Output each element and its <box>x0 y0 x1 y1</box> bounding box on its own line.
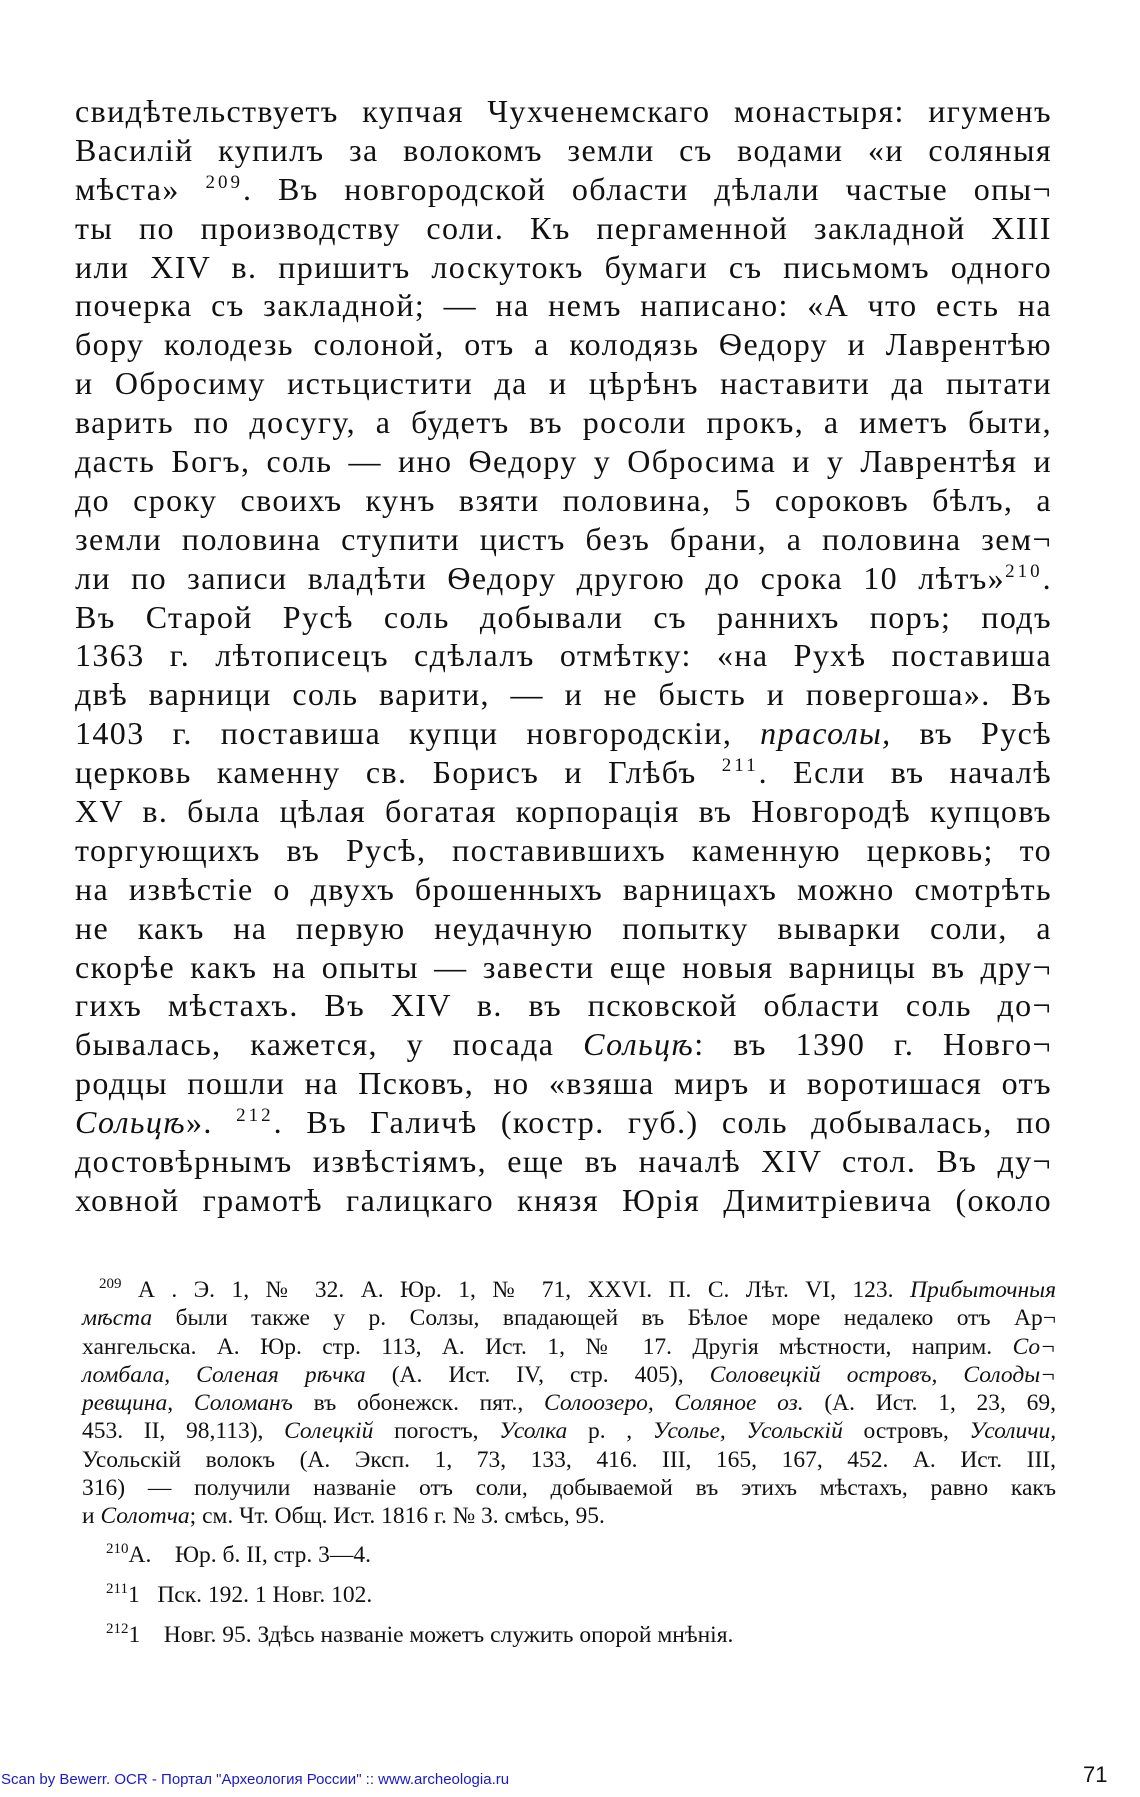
footnote-211 <box>82 1581 1056 1609</box>
footnote-number: 212 <box>106 1621 129 1638</box>
text-line: 1403 г. поставиша купци новгородскіи, прасолы, въ Русѣ <box>75 715 1052 752</box>
text-line: на извѣстіе о двухъ брошенныхъ варницахъ можно смотрѣть <box>75 870 1052 907</box>
text-line: и Обросиму истьцистити да и цѣрѣнъ наставити да пытати <box>75 365 1052 402</box>
text-line: дасть Богъ, соль — ино Ѳедору у Обросима и у Лаврентѣя и <box>75 443 1052 480</box>
text-line: ты по производству соли. Къ пергаменной закладной XIII <box>75 209 1052 246</box>
text-line: до сроку своихъ кунъ взяти половина, 5 сороковъ бѣлъ, а <box>75 481 1052 518</box>
footnote-209 <box>82 1276 1056 1531</box>
text-line: почерка съ закладной; — на немъ написано: «А что есть на <box>75 287 1052 324</box>
text-line: торгующихъ въ Русѣ, поставившихъ каменную церковь; то <box>75 831 1052 868</box>
scan-credit-link[interactable]: Scan by Bewerr. OCR - Портал "Археология России" :: www.archeologia.ru <box>1 1771 510 1788</box>
text-line: родцы пошли на Псковъ, но «взяша миръ и воротишася отъ <box>75 1065 1052 1102</box>
footnote-line: 316) — получили названіе отъ соли, добываемой въ этихъ мѣстахъ, равно какъ <box>82 1475 1056 1502</box>
footnote-line: $^{210}$А. Юр. б. II, стр. 3—4. <box>106 1540 371 1568</box>
footnote-212 <box>82 1621 1056 1649</box>
footnote-line: $^{211}$1 Пск. 192. 1 Новг. 102. <box>106 1580 373 1608</box>
text-line: ховной грамотѣ галицкаго князя Юрія Димитріевича (около <box>75 1181 1052 1218</box>
text-line: скорѣе какъ на опыты — завести еще новыя варницы въ дру¬ <box>75 948 1052 985</box>
footnote-ref-210[interactable]: 210 <box>1005 560 1043 582</box>
footnote-number: 209 <box>99 1276 122 1292</box>
footnote-line: и Солотча; см. Чт. Общ. Ист. 1816 г. № 3. смѣсь, 95. <box>82 1503 605 1530</box>
page-number: 71 <box>1083 1762 1108 1787</box>
footnote-line: $^{212}$1 Новг. 95. Здѣсь названіе можетъ служить опорой мнѣнія. <box>106 1621 734 1649</box>
text-line: XV в. была цѣлая богатая корпорація въ Новгородѣ купцовъ <box>75 793 1052 830</box>
text-line: церковь каменну св. Борисъ и Глѣбъ $^{211}$. Если въ началѣ <box>75 754 1052 791</box>
footnote-line: ревщина, Соломанъ въ обонежск. пят., Солоозеро, Соляное оз. (А. Ист. 1, 23, 69, <box>82 1390 1057 1417</box>
text-line: ли по записи владѣти Ѳедору другою до срока 10 лѣтъ»$^{210}$. <box>75 559 1052 596</box>
footnote-number: 211 <box>106 1580 128 1597</box>
footnote-ref-212[interactable]: 212 <box>236 1105 274 1127</box>
text-line: свидѣтельствуетъ купчая Чухченемскаго монастыря: игуменъ <box>75 93 1052 129</box>
footnote-line: $^{209}$ А . Э. 1, № 32. А. Юр. 1, № 71, XXVI. П. С. Лѣт. VI, 123. Прибыточныя <box>99 1276 1057 1303</box>
text-line: не какъ на первую неудачную попытку выварки соли, а <box>75 909 1052 946</box>
text-line: Въ Старой Русѣ соль добывали съ раннихъ поръ; подъ <box>75 598 1052 635</box>
text-line: варить по досугу, а будетъ въ росоли прокъ, а иметъ быти, <box>75 404 1052 441</box>
text-line: 1363 г. лѣтописецъ сдѣлалъ отмѣтку: «на Рухѣ поставиша <box>75 637 1052 674</box>
text-line: достовѣрнымъ извѣстіямъ, еще въ началѣ XIV стол. Въ ду¬ <box>75 1143 1052 1180</box>
main-text <box>75 92 1052 1220</box>
text-line: гихъ мѣстахъ. Въ XIV в. въ псковской области соль до¬ <box>75 987 1052 1024</box>
footnote-line: 453. II, 98,113), Солецкій погостъ, Усолка р. , Усолье, Усольскій островъ, Усоличи, <box>82 1418 1057 1445</box>
text-line: бывалась, кажется, у посада Сольцѣ: въ 1390 г. Новго¬ <box>75 1026 1052 1063</box>
footnote-ref-211[interactable]: 211 <box>721 755 759 777</box>
text-line: мѣста» $^{209}$. Въ новгородской области дѣлали частые опы¬ <box>75 170 1052 207</box>
text-line: земли половина ступити цистъ безъ брани, а половина зем¬ <box>75 520 1052 557</box>
footnote-line: хангельска. А. Юр. стр. 113, А. Ист. 1, № 17. Другія мѣстности, наприм. Со¬ <box>82 1333 1057 1360</box>
footnote-number: 210 <box>106 1540 129 1557</box>
text-line: двѣ варници соль варити, — и не бысть и повергоша». Въ <box>75 676 1052 713</box>
text-line: Василій купилъ за волокомъ земли съ водами «и соляныя <box>75 131 1052 168</box>
text-line: Сольцѣ». $^{212}$. Въ Галичѣ (костр. губ.) соль добывалась, по <box>75 1104 1053 1141</box>
footnote-line: мѣста были также у р. Солзы, впадающей въ Бѣлое море недалеко отъ Ар¬ <box>82 1305 1056 1332</box>
footnote-line: ломбала, Соленая рѣчка (А. Ист. IV, стр. 405), Соловецкій островъ, Солоды¬ <box>82 1361 1057 1388</box>
footnotes <box>82 1276 1056 1650</box>
footnote-line: Усольскій волокъ (А. Эксп. 1, 73, 133, 416. III, 165, 167, 452. А. Ист. III, <box>82 1446 1056 1473</box>
text-line: или XIV в. пришитъ лоскутокъ бумаги съ письмомъ одного <box>75 248 1052 285</box>
footnote-ref-209[interactable]: 209 <box>205 171 243 193</box>
footnote-210 <box>82 1541 1056 1569</box>
text-line: бору колодезь солоной, отъ а колодязь Ѳедору и Лаврентѣю <box>75 326 1052 363</box>
